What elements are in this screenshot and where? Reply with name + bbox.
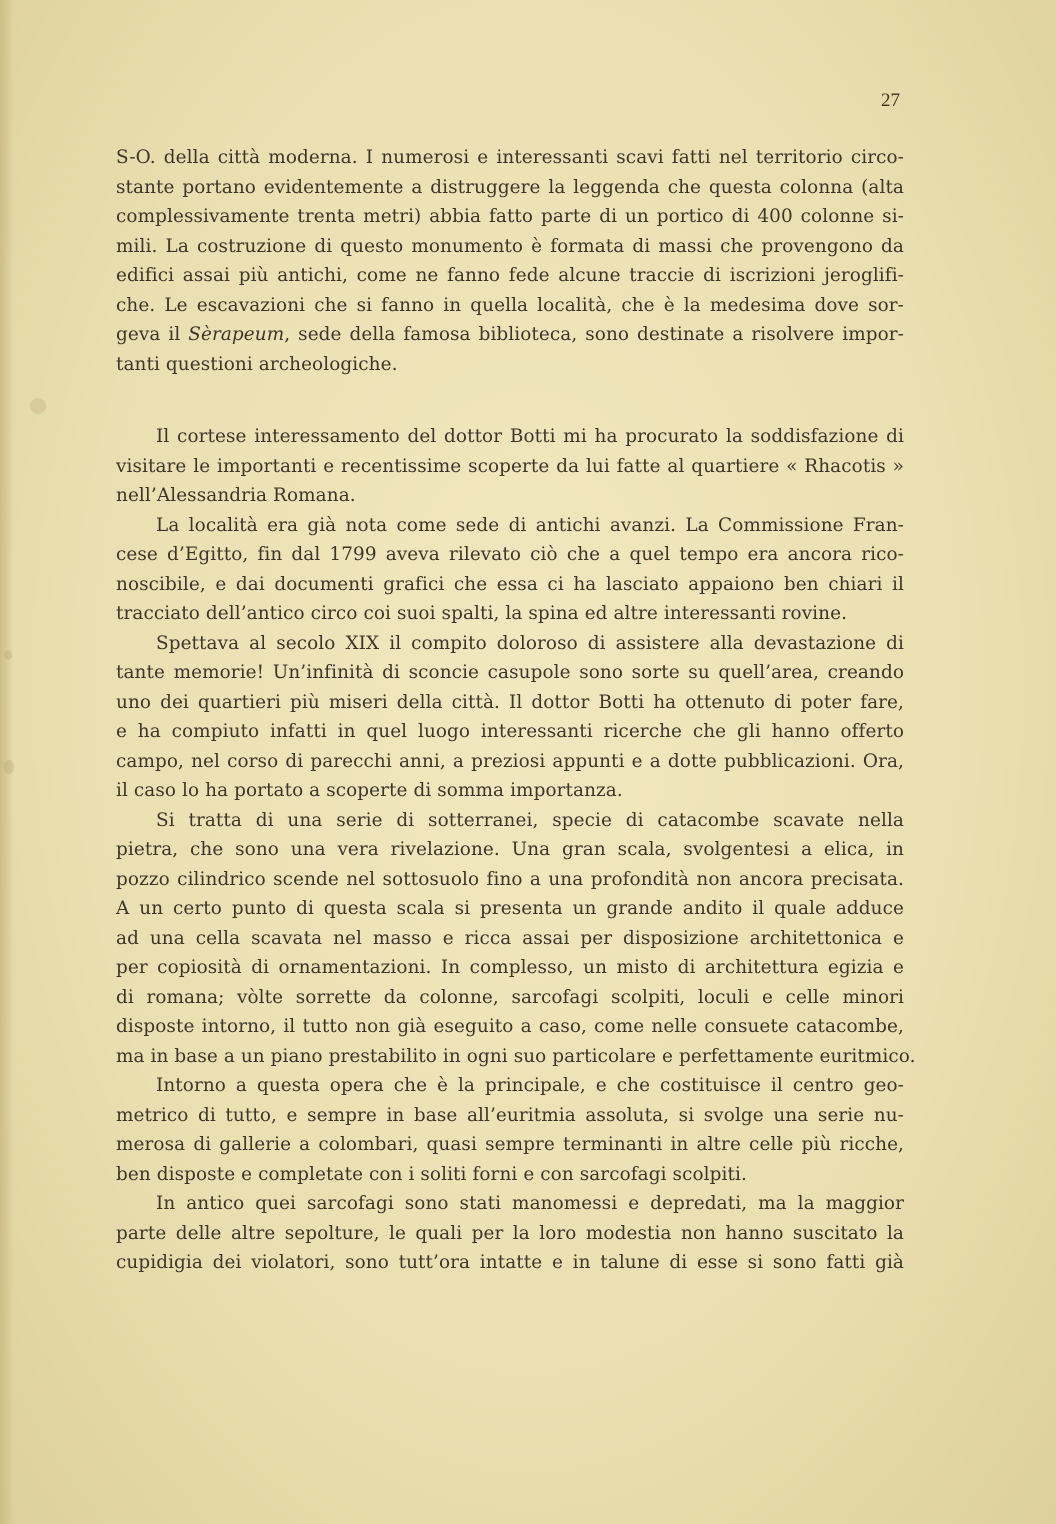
text-line: merosa di gallerie a colombari, quasi sempre terminanti in altre celle più ricche, xyxy=(116,1134,904,1155)
text-line: tanti questioni archeologiche. xyxy=(116,353,398,375)
text-line: tracciato dell’antico circo coi suoi spalti, la spina ed altre interessanti rovine. xyxy=(116,603,848,624)
paragraph-continued xyxy=(116,143,904,379)
text-line: tante memorie! Un’infinità di sconcie casupole sono sorte su quell’area, creando xyxy=(116,662,904,683)
text-line: cupidigia dei violatori, sono tutt’ora intatte e in talune di esse si sono fatti già xyxy=(116,1252,904,1273)
text-line: ben disposte e completate con i soliti forni e con sarcofagi scolpiti. xyxy=(116,1163,747,1185)
text-line: ad una cella scavata nel masso e ricca assai per disposizione architettonica e xyxy=(116,927,904,949)
page-number: 27 xyxy=(881,90,900,111)
text-line: Intorno a questa opera che è la principale, e che costituisce il centro geo- xyxy=(156,1075,904,1096)
text-line: di romana; vòlte sorrette da colonne, sarcofagi scolpiti, loculi e celle minori xyxy=(116,986,904,1008)
italic-term: Sèrapeum xyxy=(188,324,285,345)
text-line: Il cortese interessamento del dottor Botti mi ha procurato la soddisfazione di xyxy=(156,426,904,447)
text-line: Si tratta di una serie di sotterranei, specie di catacombe scavate nella xyxy=(156,809,904,831)
text-line: S-O. della città moderna. I numerosi e interessanti scavi fatti nel territorio circo- xyxy=(116,147,904,168)
text-line: pozzo cilindrico scende nel sottosuolo fino a una profondità non ancora precisata. xyxy=(116,868,904,890)
foxing-spot xyxy=(4,650,12,660)
text-line: parte delle altre sepolture, le quali per la loro modestia non hanno suscitato la xyxy=(116,1222,904,1244)
text-line: campo, nel corso di parecchi anni, a preziosi appunti e a dotte pubblicazioni. Ora, xyxy=(116,750,904,772)
text-line: Spettava al secolo XIX il compito doloroso di assistere alla devastazione di xyxy=(156,632,904,654)
text-line: pietra, che sono una vera rivelazione. Una gran scala, svolgentesi a elica, in xyxy=(116,839,904,860)
text-line: complessivamente trenta metri) abbia fatto parte di un portico di 400 colonne si- xyxy=(116,206,904,227)
text-line: geva il Sèrapeum, sede della famosa biblioteca, sono destinate a risolvere impor- xyxy=(116,324,905,345)
text-line: A un certo punto di questa scala si presenta un grande andito il quale adduce xyxy=(116,898,904,919)
foxing-spot xyxy=(30,398,46,414)
text-line: edifici assai più antichi, come ne fanno fede alcune traccie di iscrizioni jeroglifi- xyxy=(116,265,904,286)
text-line: stante portano evidentemente a distruggere la leggenda che questa colonna (alta xyxy=(116,176,904,198)
text-line: mili. La costruzione di questo monumento è formata di massi che provengono da xyxy=(116,235,904,257)
text-line: noscibile, e dai documenti grafici che essa ci ha lasciato appaiono ben chiari il xyxy=(116,573,904,595)
text-line: In antico quei sarcofagi sono stati manomessi e depredati, ma la maggior xyxy=(156,1193,904,1214)
text-line: il caso lo ha portato a scoperte di somma importanza. xyxy=(116,780,623,801)
text-line: metrico di tutto, e sempre in base all’euritmia assoluta, si svolge una serie nu- xyxy=(116,1104,904,1126)
text-line: nell’Alessandria Romana. xyxy=(116,485,356,506)
text-line: e ha compiuto infatti in quel luogo interessanti ricerche che gli hanno offerto xyxy=(116,721,904,742)
text-line: cese d’Egitto, fin dal 1799 aveva rilevato ciò che a quel tempo era ancora rico- xyxy=(116,544,904,565)
text-line: uno dei quartieri più miseri della città. Il dottor Botti ha ottenuto di poter fare, xyxy=(116,691,904,713)
text-line: per copiosità di ornamentazioni. In complesso, un misto di architettura egizia e xyxy=(116,957,904,978)
text-line: disposte intorno, il tutto non già eseguito a caso, come nelle consuete catacombe, xyxy=(116,1016,904,1037)
foxing-spot xyxy=(4,760,14,774)
body-text xyxy=(116,422,916,1278)
text-line: che. Le escavazioni che si fanno in quella località, che è la medesima dove sor- xyxy=(116,294,904,316)
text-line: visitare le importanti e recentissime scoperte da lui fatte al quartiere « Rhacotis » xyxy=(116,455,904,477)
text-line: La località era già nota come sede di antichi avanzi. La Commissione Fran- xyxy=(156,514,904,536)
text-line: ma in base a un piano prestabilito in ogni suo particolare e perfettamente euritmico. xyxy=(116,1045,916,1067)
